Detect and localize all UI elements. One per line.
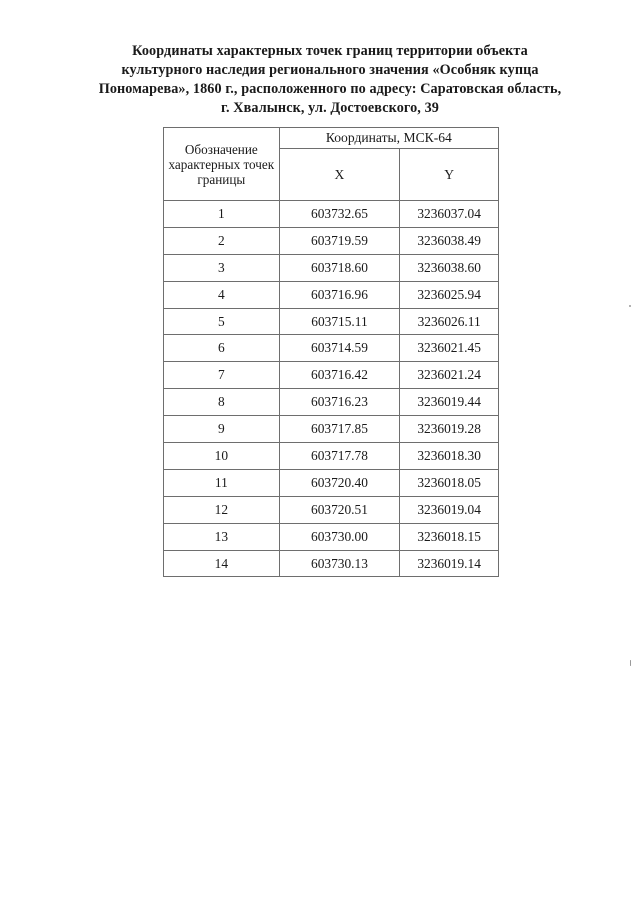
header-point-designation: Обозначение характерных точек границы <box>164 128 280 201</box>
cell-point: 14 <box>164 550 280 577</box>
scan-speck <box>629 305 631 307</box>
cell-y: 3236019.04 <box>400 496 499 523</box>
cell-point: 10 <box>164 443 280 470</box>
table-row <box>164 416 499 443</box>
title-line-4: г. Хвалынск, ул. Достоевского, 39 <box>221 100 439 116</box>
cell-point: 8 <box>164 389 280 416</box>
table-row <box>164 389 499 416</box>
cell-point: 3 <box>164 254 280 281</box>
title-line-2: культурного наследия регионального значения «Особняк купца <box>121 62 539 78</box>
title-line-3: Пономарева», 1860 г., расположенного по адресу: Саратовская область, <box>98 81 562 97</box>
cell-x: 603730.13 <box>279 550 400 577</box>
cell-y: 3236038.60 <box>400 254 499 281</box>
table-row <box>164 469 499 496</box>
cell-point: 2 <box>164 227 280 254</box>
table-row <box>164 227 499 254</box>
cell-point: 13 <box>164 523 280 550</box>
cell-y: 3236018.15 <box>400 523 499 550</box>
cell-x: 603716.23 <box>279 389 400 416</box>
cell-x: 603718.60 <box>279 254 400 281</box>
coordinates-table <box>163 127 499 577</box>
cell-y: 3236037.04 <box>400 201 499 228</box>
table-body <box>164 201 499 577</box>
cell-point: 11 <box>164 469 280 496</box>
cell-x: 603717.85 <box>279 416 400 443</box>
cell-point: 6 <box>164 335 280 362</box>
cell-point: 5 <box>164 308 280 335</box>
table-row <box>164 362 499 389</box>
cell-y: 3236021.45 <box>400 335 499 362</box>
cell-y: 3236019.28 <box>400 416 499 443</box>
cell-y: 3236018.30 <box>400 443 499 470</box>
document-title <box>60 42 600 118</box>
cell-x: 603715.11 <box>279 308 400 335</box>
header-y: Y <box>400 149 499 201</box>
cell-point: 9 <box>164 416 280 443</box>
cell-point: 4 <box>164 281 280 308</box>
cell-y: 3236026.11 <box>400 308 499 335</box>
table-row <box>164 443 499 470</box>
cell-y: 3236038.49 <box>400 227 499 254</box>
cell-y: 3236019.14 <box>400 550 499 577</box>
table-row <box>164 550 499 577</box>
table-row <box>164 496 499 523</box>
cell-x: 603714.59 <box>279 335 400 362</box>
title-line-1: Координаты характерных точек границ территории объекта <box>132 43 528 59</box>
cell-x: 603719.59 <box>279 227 400 254</box>
cell-x: 603730.00 <box>279 523 400 550</box>
table-header <box>164 128 499 201</box>
table-row <box>164 335 499 362</box>
cell-x: 603720.51 <box>279 496 400 523</box>
cell-y: 3236019.44 <box>400 389 499 416</box>
cell-y: 3236021.24 <box>400 362 499 389</box>
cell-point: 1 <box>164 201 280 228</box>
table-row <box>164 523 499 550</box>
header-x: X <box>279 149 400 201</box>
table-row <box>164 254 499 281</box>
cell-x: 603716.96 <box>279 281 400 308</box>
cell-point: 7 <box>164 362 280 389</box>
cell-x: 603732.65 <box>279 201 400 228</box>
cell-x: 603720.40 <box>279 469 400 496</box>
cell-y: 3236025.94 <box>400 281 499 308</box>
cell-x: 603717.78 <box>279 443 400 470</box>
scan-speck <box>630 660 631 666</box>
cell-y: 3236018.05 <box>400 469 499 496</box>
table-row <box>164 281 499 308</box>
table-row <box>164 201 499 228</box>
header-coordinates-group: Координаты, МСК-64 <box>279 128 498 149</box>
cell-x: 603716.42 <box>279 362 400 389</box>
cell-point: 12 <box>164 496 280 523</box>
table-row <box>164 308 499 335</box>
